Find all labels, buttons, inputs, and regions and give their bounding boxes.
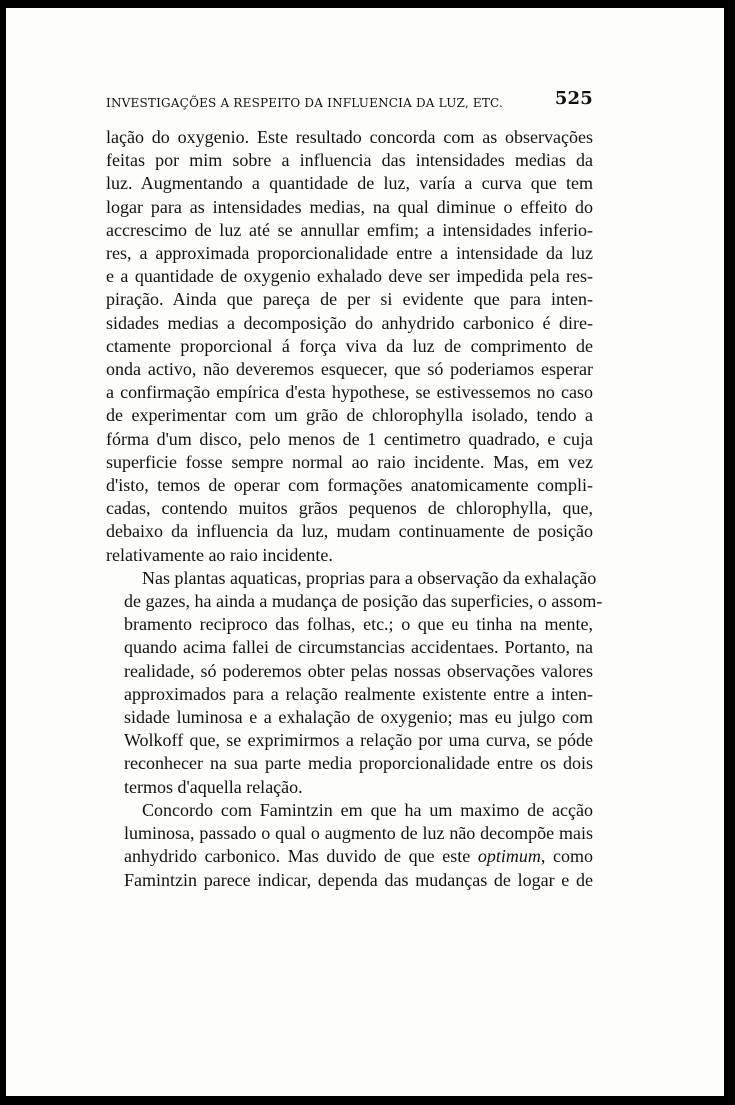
text-line: cadas, contendo muitos grãos pequenos de chlorophylla, que, <box>106 498 593 519</box>
text-line: piração. Ainda que pareça de per si evidente que para inten- <box>106 289 593 310</box>
text-line: Wolkoff que, se exprimirmos a relação por uma curva, se póde <box>124 730 593 751</box>
text-line: debaixo da influencia da luz, mudam continuamente de posição <box>106 521 593 542</box>
page-number: 525 <box>554 88 593 109</box>
paragraph-3 <box>106 799 593 892</box>
text-line: relativamente ao raio incidente. <box>106 544 333 565</box>
text-line: Concordo com Famintzin em que ha um maximo de acção <box>142 799 593 820</box>
text-line: logar para as intensidades medias, na qual diminue o effeito do <box>106 196 593 217</box>
text-line: luz. Augmentando a quantidade de luz, varía a curva que tem <box>106 173 593 194</box>
text-line: lação do oxygenio. Este resultado concorda com as observações <box>106 127 593 147</box>
text-line: anhydrido carbonico. Mas duvido de que este optimum, como <box>124 846 593 867</box>
text-line: fórma d'um disco, pelo menos de 1 centimetro quadrado, e cuja <box>106 428 593 449</box>
text-line: luminosa, passado o qual o augmento de luz não decompõe mais <box>124 823 593 844</box>
text-line: Nas plantas aquaticas, proprias para a observação da exhalação <box>142 567 597 588</box>
text-line: superficie fosse sempre normal ao raio incidente. Mas, em vez <box>106 451 593 472</box>
running-title: INVESTIGAÇÕES A RESPEITO DA INFLUENCIA DA LUZ, ETC. <box>106 96 503 110</box>
text-line: sidade luminosa e a exhalação de oxygenio; mas eu julgo com <box>124 707 593 728</box>
text-line: accrescimo de luz até se annullar emfim; a intensidades inferio- <box>106 219 593 240</box>
paragraph-2 <box>106 567 603 799</box>
text-line: feitas por mim sobre a influencia das intensidades medias da <box>106 150 593 171</box>
text-line: e a quantidade de oxygenio exhalado deve ser impedida pela res- <box>106 266 593 287</box>
emphasis-optimum: optimum <box>477 846 541 867</box>
text-line: quando acima fallei de circumstancias accidentaes. Portanto, na <box>124 637 593 658</box>
text-line: res, a approximada proporcionalidade entre a intensidade da luz <box>106 243 593 264</box>
text-line: de gazes, ha ainda a mudança de posição das superficies, o assom- <box>124 591 603 612</box>
text-line: approximados para a relação realmente existente entre a inten- <box>124 683 593 704</box>
text-line: termos d'aquella relação. <box>124 776 303 797</box>
text-line: sidades medias a decomposição do anhydrido carbonico é dire- <box>106 312 593 333</box>
book-page <box>6 8 724 1096</box>
text-line: a confirmação empírica d'esta hypothese, se estivessemos no caso <box>106 382 593 403</box>
body-text <box>106 126 603 892</box>
text-line: reconhecer na sua parte media proporcionalidade entre os dois <box>124 753 593 774</box>
text-line: de experimentar com um grão de chlorophylla isolado, tendo a <box>106 405 593 426</box>
text-line: onda activo, não deveremos esquecer, que só poderiamos esperar <box>106 359 593 380</box>
text-line: d'isto, temos de operar com formações anatomicamente compli- <box>106 475 593 496</box>
text-line: ctamente proporcional á força viva da luz de comprimento de <box>106 335 593 356</box>
text-line: bramento reciproco das folhas, etc.; o que eu tinha na mente, <box>124 614 593 635</box>
text-line: realidade, só poderemos obter pelas nossas observações valores <box>124 660 593 681</box>
text-line: Famintzin parece indicar, dependa das mudanças de logar e de <box>124 869 593 890</box>
paragraph-1 <box>106 126 593 567</box>
